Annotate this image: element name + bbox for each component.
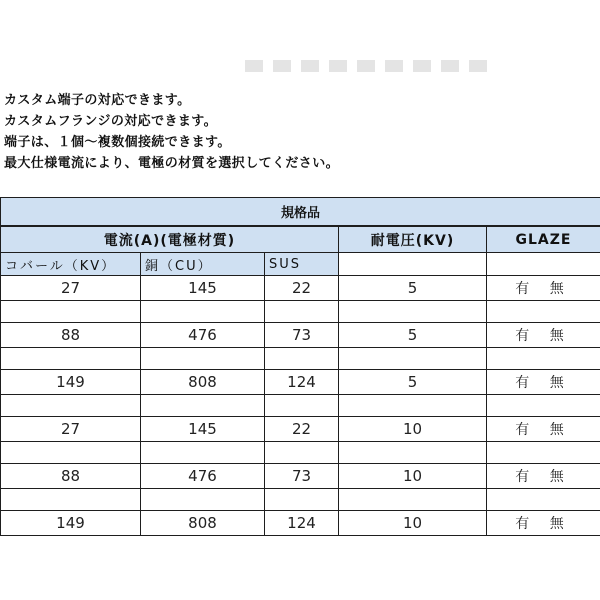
intro-line-material-select: 最大仕様電流により、電極の材質を選択してください。 — [4, 156, 340, 171]
table-row — [1, 511, 600, 536]
voltage-header: 耐電圧(KV) — [339, 226, 487, 253]
intro-text — [4, 90, 594, 174]
voltage-cell: 5 — [339, 370, 487, 395]
copper-subheader: 銅（CU） — [141, 253, 265, 276]
glaze-cell: 有 無 — [487, 370, 600, 395]
spec-table — [0, 197, 600, 536]
glaze-cell: 有 無 — [487, 417, 600, 442]
table-title: 規格品 — [1, 198, 600, 227]
table-row — [1, 276, 600, 301]
sus-cell: 124 — [265, 511, 339, 536]
copper-cell: 808 — [141, 370, 265, 395]
sus-subheader: SUS — [265, 253, 339, 276]
sus-cell: 73 — [265, 323, 339, 348]
voltage-cell: 10 — [339, 464, 487, 489]
spacer-row — [1, 348, 600, 370]
spacer-row — [1, 489, 600, 511]
spacer-row — [1, 301, 600, 323]
glaze-cell: 有 無 — [487, 511, 600, 536]
voltage-cell: 5 — [339, 276, 487, 301]
sus-cell: 124 — [265, 370, 339, 395]
kovar-cell: 27 — [1, 276, 141, 301]
glaze-cell: 有 無 — [487, 323, 600, 348]
spacer-row — [1, 442, 600, 464]
kovar-cell: 149 — [1, 511, 141, 536]
kovar-cell: 27 — [1, 417, 141, 442]
intro-line-custom-flange: カスタムフランジの対応できます。 — [4, 114, 218, 129]
intro-line-terminal-count: 端子は、１個〜複数個接続できます。 — [4, 135, 231, 150]
copper-cell: 145 — [141, 417, 265, 442]
spacer-row — [1, 395, 600, 417]
glaze-header: GLAZE — [487, 226, 600, 253]
faded-header-strip — [245, 60, 495, 72]
table-row — [1, 417, 600, 442]
table-row — [1, 464, 600, 489]
copper-cell: 476 — [141, 464, 265, 489]
copper-cell: 145 — [141, 276, 265, 301]
glaze-cell: 有 無 — [487, 464, 600, 489]
current-header: 電流(A)(電極材質) — [1, 226, 339, 253]
intro-line-custom-terminal: カスタム端子の対応できます。 — [4, 93, 191, 108]
voltage-cell: 10 — [339, 511, 487, 536]
copper-cell: 476 — [141, 323, 265, 348]
kovar-cell: 88 — [1, 464, 141, 489]
voltage-subheader-blank — [339, 253, 487, 276]
glaze-subheader-blank — [487, 253, 600, 276]
sus-cell: 22 — [265, 276, 339, 301]
table-row — [1, 323, 600, 348]
voltage-cell: 10 — [339, 417, 487, 442]
kovar-cell: 149 — [1, 370, 141, 395]
copper-cell: 808 — [141, 511, 265, 536]
kovar-subheader: コバール（KV） — [1, 253, 141, 276]
kovar-cell: 88 — [1, 323, 141, 348]
glaze-cell: 有 無 — [487, 276, 600, 301]
sus-cell: 73 — [265, 464, 339, 489]
voltage-cell: 5 — [339, 323, 487, 348]
sus-cell: 22 — [265, 417, 339, 442]
table-row — [1, 370, 600, 395]
